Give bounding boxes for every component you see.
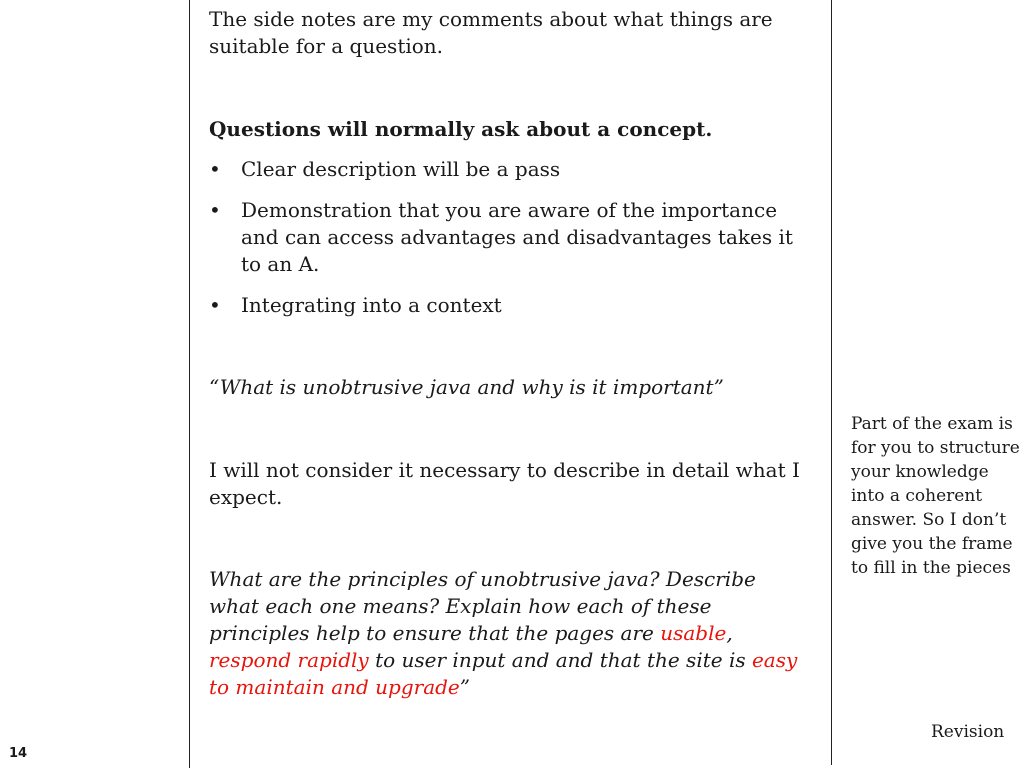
page-number: 14 <box>9 746 28 761</box>
right-divider-line <box>831 0 832 765</box>
left-divider-line <box>189 0 190 768</box>
question-separator: , <box>726 621 733 645</box>
bullet-icon: • <box>209 198 221 222</box>
list-item-text: Demonstration that you are aware of the importance and can access advantages and disadvantages takes it to an A. <box>241 198 793 276</box>
side-note: Part of the exam is for you to structure your knowledge into a coherent answer. So I don’t give you the frame to fill in the pieces <box>851 414 1020 578</box>
closing-quote: ” <box>459 675 471 699</box>
bullet-icon: • <box>209 293 221 317</box>
highlight-respond-rapidly: respond rapidly <box>209 648 369 672</box>
criteria-list <box>209 156 809 333</box>
revision-label: Revision <box>931 722 1005 742</box>
list-item-text: Clear description will be a pass <box>241 157 561 181</box>
question-text: What are the principles of unobtrusive java? Describe what each one means? Explain how each of these principles help to ensure that the pages are <box>209 567 756 645</box>
expectation-note: I will not consider it necessary to describe in detail what I expect. <box>209 458 800 509</box>
list-item <box>209 292 809 319</box>
example-question: “What is unobtrusive java and why is it important” <box>209 375 724 399</box>
highlight-usable: usable <box>660 621 727 645</box>
intro-paragraph: The side notes are my comments about what things are suitable for a question. <box>209 7 773 58</box>
highlight-maintain-upgrade: easy to maintain and upgrade <box>209 648 798 699</box>
section-heading: Questions will normally ask about a concept. <box>209 117 713 141</box>
bullet-icon: • <box>209 157 221 181</box>
question-text: to user input and and that the site is <box>368 648 752 672</box>
list-item-text: Integrating into a context <box>241 293 502 317</box>
detailed-question <box>209 566 809 701</box>
list-item <box>209 197 809 278</box>
list-item <box>209 156 809 183</box>
